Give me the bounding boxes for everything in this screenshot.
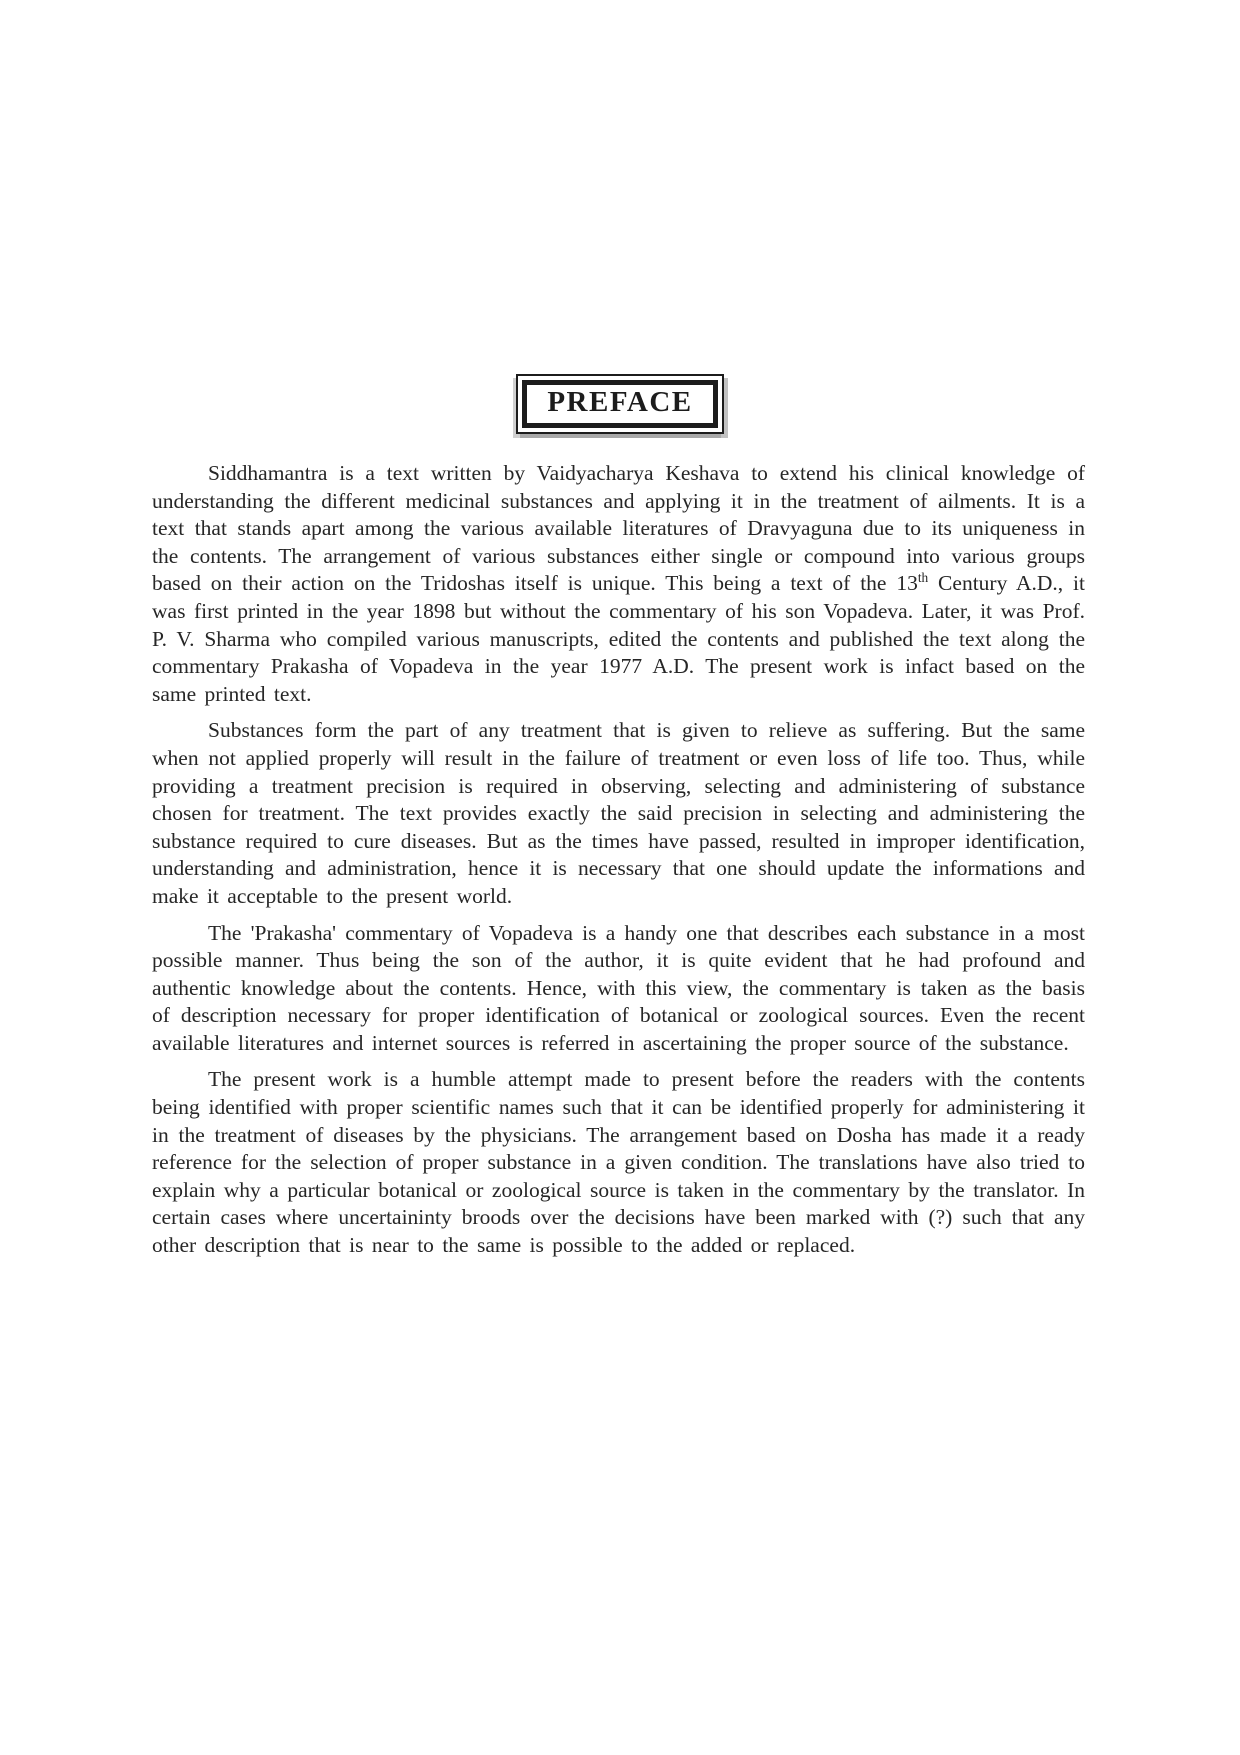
paragraph-2: Substances form the part of any treatment that is given to relieve as suffering. But the same when not applied properly will result in the failure of treatment or even loss of life too. Thus, while providing a treatment precision is required in observing, selecting and administering of substance chosen for treatment. The text provides exactly the said precision in selecting and administering the substance required to cure diseases. But as the times have passed, resulted in improper identification, understanding and administration, hence it is necessary that one should update the informations and make it acceptable to the present world.	[152, 718, 1085, 908]
preface-title-box	[516, 374, 723, 434]
paragraph-4: The present work is a humble attempt made to present before the readers with the contents being identified with proper scientific names such that it can be identified properly for administering it in the treatment of diseases by the physicians. The arrangement based on Dosha has made it a ready reference for the selection of proper substance in a given condition. The translations have also tried to explain why a particular botanical or zoological source is taken in the commentary by the translator. In certain cases where uncertaininty broods over the decisions have been marked with (?) such that any other description that is near to the same is possible to the added or replaced.	[152, 1067, 1085, 1258]
page-title: PREFACE	[547, 386, 693, 418]
paragraph-1: Siddhamantra is a text written by Vaidyacharya Keshava to extend his clinical knowledge of understanding the different medicinal substances and applying it in the treatment of ailments. It is a text that stands apart among the various available literatures of Dravyaguna due to its uniqueness in the contents. The arrangement of various substances either single or compound into various groups based on their action on the Tridoshas itself is unique. This being a text of the 13th Century A.D., it was first printed in the year 1898 but without the commentary of his son Vopadeva. Later, it was Prof. P. V. Sharma who compiled various manuscripts, edited the contents and published the text along the commentary Prakasha of Vopadeva in the year 1977 A.D. The present work is infact based on the same printed text.	[152, 461, 1085, 706]
preface-title-inner-border	[522, 380, 717, 428]
page-content	[152, 460, 1085, 1260]
paragraph-3: The 'Prakasha' commentary of Vopadeva is a handy one that describes each substance in a most possible manner. Thus being the son of the author, it is quite evident that he had profound and authentic knowledge about the contents. Hence, with this view, the commentary is taken as the basis of description necessary for proper identification of botanical or zoological sources. Even the recent available literatures and internet sources is referred in ascertaining the proper source of the substance.	[152, 920, 1085, 1055]
